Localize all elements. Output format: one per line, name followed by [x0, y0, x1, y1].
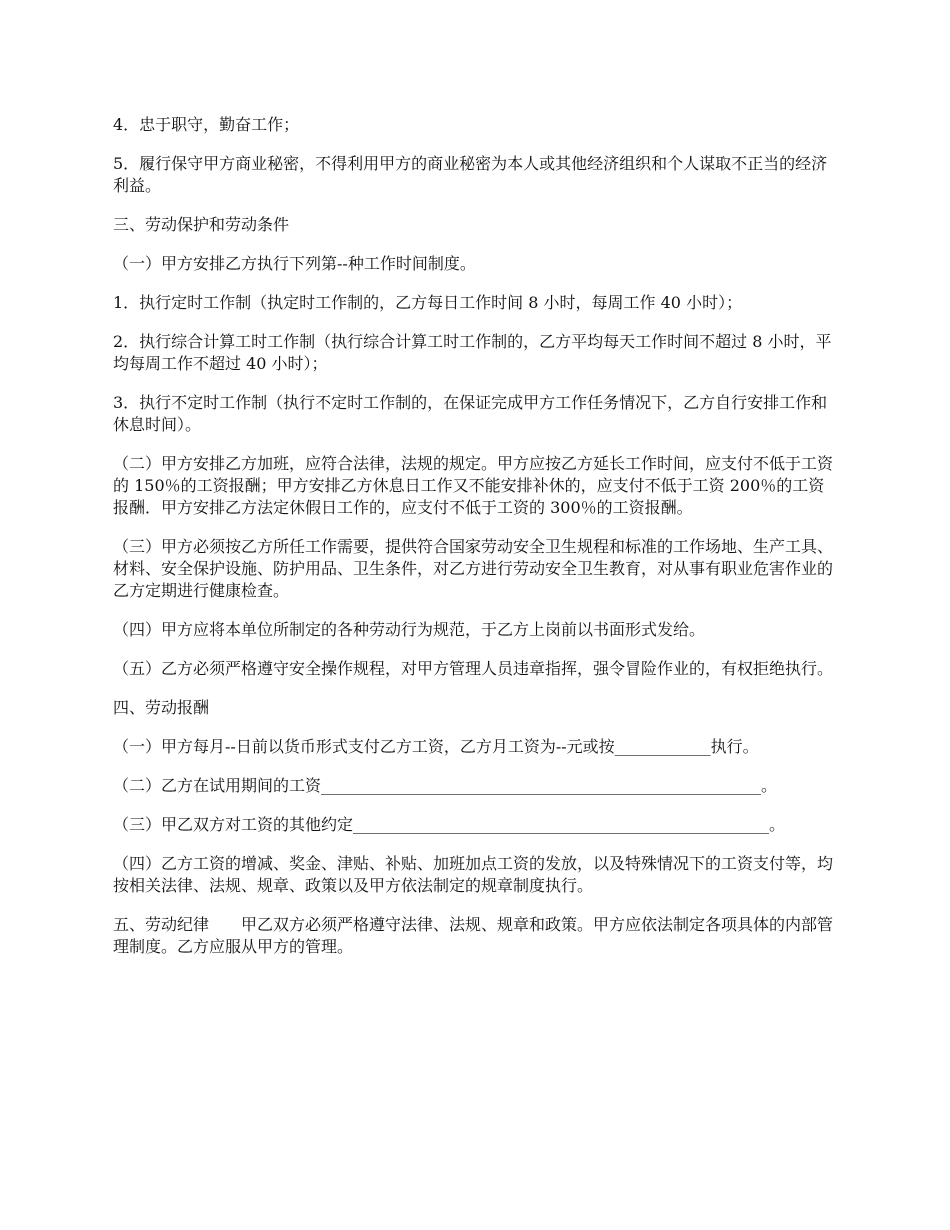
section-4-item-2-probation-salary: （二）乙方在试用期间的工资_______________________________________________________。 [113, 776, 778, 795]
section-3-heading: 三、劳动保护和劳动条件 [113, 215, 290, 234]
clause-4-duty: 4．忠于职守，勤奋工作； [113, 115, 300, 134]
section-4-heading: 四、劳动报酬 [113, 698, 210, 717]
section-3-item-1: （一）甲方安排乙方执行下列第--种工作时间制度。 [113, 254, 476, 273]
section-4-item-3-other-agreements: （三）甲乙双方对工资的其他约定____________________________________________________。 [113, 815, 786, 834]
section-4-item-1-salary: （一）甲方每月--日前以货币形式支付乙方工资，乙方月工资为--元或按____________执行。 [113, 737, 759, 756]
section-3-item-3-safety: （三）甲方必须按乙方所任工作需要，提供符合国家劳动安全卫生规程和标准的工作场地、生产工具、材料、安全保护设施、防护用品、卫生条件，对乙方进行劳动安全卫生教育，对从事有职业危害作业的乙方定期进行健康检查。 [113, 537, 834, 600]
work-hours-option-3: 3．执行不定时工作制（执行不定时工作制的，在保证完成甲方工作任务情况下，乙方自行安排工作和休息时间）。 [113, 393, 828, 434]
clause-5-confidentiality: 5．履行保守甲方商业秘密，不得利用甲方的商业秘密为本人或其他经济组织和个人谋取不正当的经济利益。 [113, 154, 828, 195]
section-5-discipline: 五、劳动纪律 甲乙双方必须严格遵守法律、法规、规章和政策。甲方应依法制定各项具体的内部管理制度。乙方应服从甲方的管理。 [113, 915, 834, 956]
section-3-item-4-rules: （四）甲方应将本单位所制定的各种劳动行为规范，于乙方上岗前以书面形式发给。 [113, 620, 706, 639]
section-3-item-2-overtime: （二）甲方安排乙方加班，应符合法律，法规的规定。甲方应按乙方延长工作时间，应支付不低于工资的 150％的工资报酬；甲方安排乙方休息日工作又不能安排补休的，应支付不低于工资 200％的工资报酬．甲方安排乙方法定休假日工作的，应支付不低于工资的 300％的工资报酬。 [113, 454, 834, 517]
work-hours-option-1: 1．执行定时工作制（执定时工作制的，乙方每日工作时间 8 小时，每周工作 40 小时）； [113, 293, 743, 312]
work-hours-option-2: 2．执行综合计算工时工作制（执行综合计算工时工作制的，乙方平均每天工作时间不超过 8 小时，平均每周工作不超过 40 小时）； [113, 332, 832, 373]
section-4-item-4-adjustments: （四）乙方工资的增减、奖金、津贴、补贴、加班加点工资的发放，以及特殊情况下的工资支付等，均按相关法律、法规、规章、政策以及甲方依法制定的规章制度执行。 [113, 854, 834, 895]
section-3-item-5-refusal: （五）乙方必须严格遵守安全操作规程，对甲方管理人员违章指挥，强令冒险作业的，有权拒绝执行。 [113, 659, 834, 678]
